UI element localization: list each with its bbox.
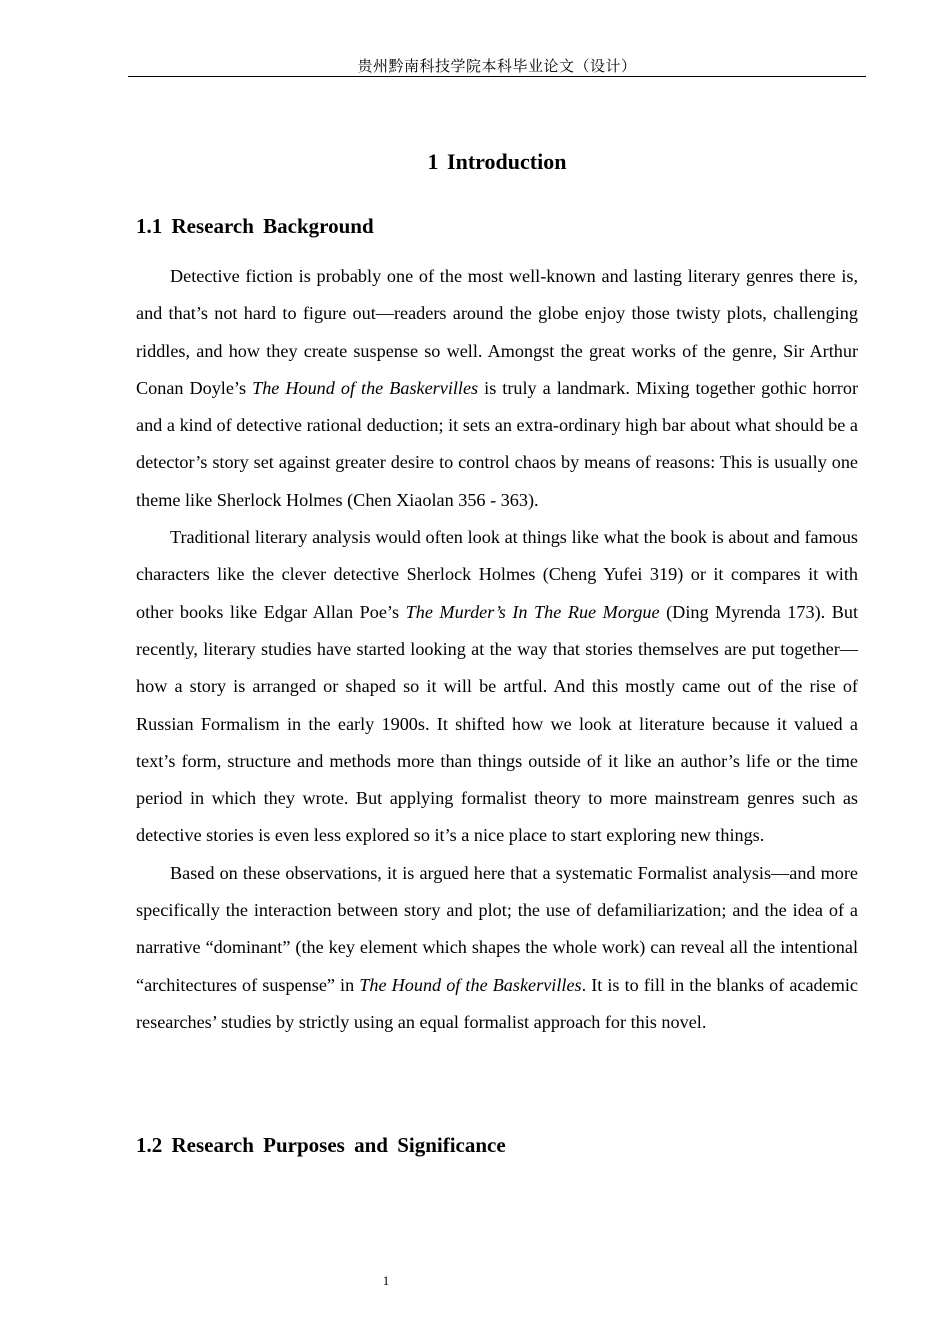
paragraph-1-text-a: Detective fiction is probably one of the most well-known and lasting literary genres there is, and that’s not hard to figure out—readers around the globe enjoy those twisty plots, challenging riddles, and how they create suspense so well. Amongst the great works of the genre, Sir Arthur Conan Doyle’s	[136, 266, 858, 398]
running-header	[128, 56, 866, 77]
page-number: 1	[382, 1273, 390, 1288]
book-title-rue-morgue: The Murder’s In The Rue Morgue	[405, 601, 660, 622]
paragraph-3-text-b: . It is to fill in the blanks of academic researches’ studies by strictly using an equal formalist approach for this novel.	[136, 974, 858, 1032]
chapter-title: 1 Introduction	[427, 149, 567, 174]
paragraph-2-text-b: (Ding Myrenda 173). But recently, literary studies have started looking at the way that stories themselves are put together—how a story is arranged or shaped so it will be artful. And this mostly came out of the rise of Russian Formalism in the early 1900s. It shifted how we look at literature because it valued a text’s form, structure and methods more than things outside of it like an author’s life or the time period in which they wrote. But applying formalist theory to more mainstream genres such as detective stories is even less explored so it’s a nice place to start exploring new things.	[136, 601, 859, 846]
paragraph-1	[136, 258, 858, 519]
section-body	[136, 258, 858, 1041]
paragraph-2-text-a: Traditional literary analysis would often look at things like what the book is about and famous characters like the clever detective Sherlock Holmes (Cheng Yufei 319) or it compares it with other books like Edgar Allan Poe’s	[136, 527, 858, 622]
section-heading-research-background: 1.1 Research Background	[136, 214, 374, 238]
book-title-hound-2: The Hound of the Baskervilles	[359, 974, 582, 995]
book-title-hound: The Hound of the Baskervilles	[252, 377, 479, 398]
paragraph-3	[136, 855, 858, 1041]
section-heading-research-purposes: 1.2 Research Purposes and Significance	[136, 1133, 506, 1157]
paragraph-3-text-a: Based on these observations, it is argued here that a systematic Formalist analysis—and more specifically the interaction between story and plot; the use of defamiliarization; and the idea of a narrative “dominant” (the key element which shapes the whole work) can reveal all the intentional “architectures of suspense” in	[136, 862, 858, 995]
running-header-title: 贵州黔南科技学院本科毕业论文（设计）	[357, 57, 637, 75]
paragraph-2	[136, 519, 858, 855]
paragraph-1-text-b: is truly a landmark. Mixing together gothic horror and a kind of detective rational deduction; it sets an extra-ordinary high bar about what should be a detector’s story set against greater desire to control chaos by means of reasons: This is usually one theme like Sherlock Holmes (Chen Xiaolan 356 - 363).	[136, 377, 859, 510]
